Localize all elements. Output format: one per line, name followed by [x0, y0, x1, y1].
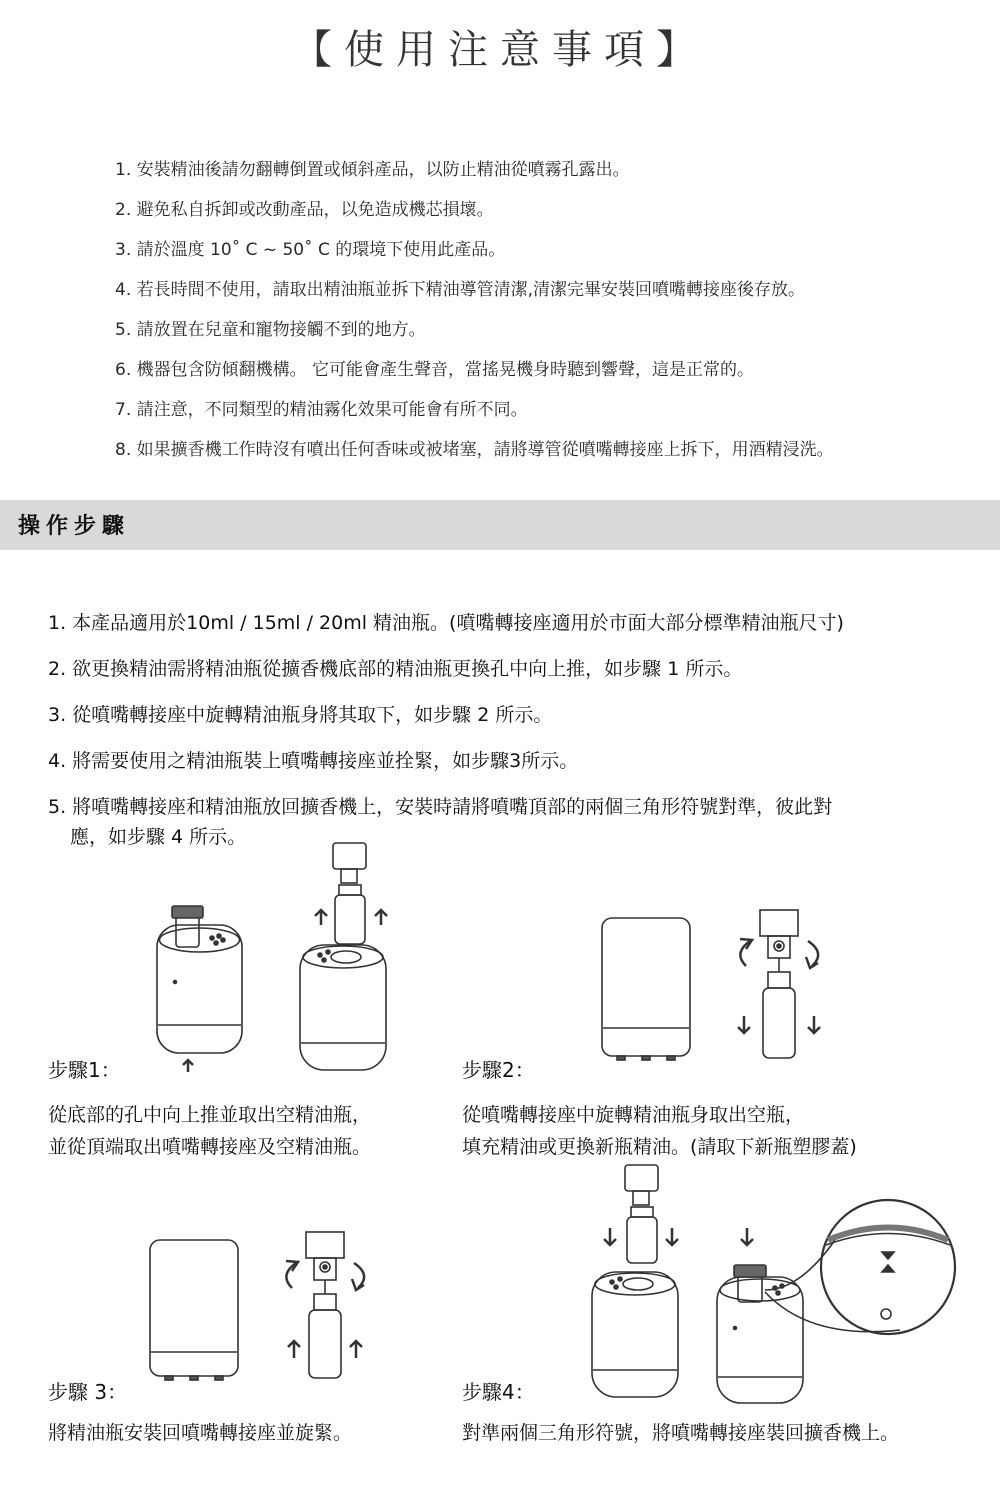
step-item: 1. 本產品適用於10ml / 15ml / 20ml 精油瓶。(噴嘴轉接座適用於市面大部分標準精油瓶尺寸)	[48, 612, 844, 634]
note-item: 8. 如果擴香機工作時沒有噴出任何香味或被堵塞，請將導管從噴嘴轉接座上拆下，用酒精浸洗。	[115, 440, 834, 460]
note-item: 4. 若長時間不使用，請取出精油瓶並拆下精油導管清潔,清潔完畢安裝回噴嘴轉接座後存放。	[115, 280, 806, 300]
step4-assembled-diffuser-illustration	[717, 1228, 900, 1403]
step2-diffuser-body-illustration	[602, 918, 690, 1060]
step2-nozzle-rotate-illustration	[738, 910, 820, 1058]
step-item: 5. 將噴嘴轉接座和精油瓶放回擴香機上，安裝時請將噴嘴頂部的兩個三角形符號對準，彼此對	[48, 796, 833, 818]
step3-label: 步驟 3：	[48, 1380, 128, 1404]
step4-magnified-detail-circle	[821, 1200, 955, 1334]
step-item: 3. 從噴嘴轉接座中旋轉精油瓶身將其取下，如步驟 2 所示。	[48, 704, 553, 726]
step-item: 4. 將需要使用之精油瓶裝上噴嘴轉接座並拴緊，如步驟3所示。	[48, 750, 579, 772]
step2-caption-line1: 從噴嘴轉接座中旋轉精油瓶身取出空瓶，	[462, 1104, 805, 1126]
step4-caption: 對準兩個三角形符號，將噴嘴轉接座裝回擴香機上。	[462, 1422, 900, 1444]
step4-nozzle-bottle-illustration	[592, 1165, 678, 1397]
step-item-continued: 應，如步驟 4 所示。	[70, 826, 247, 848]
section-title: 操作步驟	[18, 514, 131, 539]
step3-diffuser-body-illustration	[150, 1240, 238, 1380]
note-item: 7. 請注意，不同類型的精油霧化效果可能會有所不同。	[115, 400, 528, 420]
step2-caption-line2: 填充精油或更換新瓶精油。(請取下新瓶塑膠蓋)	[462, 1136, 857, 1158]
step1-nozzle-bottle-illustration	[300, 843, 387, 1070]
note-item: 2. 避免私自拆卸或改動產品，以免造成機芯損壞。	[115, 200, 494, 220]
step-item: 2. 欲更換精油需將精油瓶從擴香機底部的精油瓶更換孔中向上推，如步驟 1 所示。	[48, 658, 743, 680]
step3-nozzle-rotate-illustration	[286, 1232, 364, 1378]
step1-label: 步驟1：	[48, 1058, 121, 1082]
step3-caption: 將精油瓶安裝回噴嘴轉接座並旋緊。	[48, 1422, 353, 1444]
page-title: 【使用注意事項】	[292, 27, 708, 73]
note-item: 1. 安裝精油後請勿翻轉倒置或傾斜產品，以防止精油從噴霧孔露出。	[115, 160, 630, 180]
step1-caption-line1: 從底部的孔中向上推並取出空精油瓶，	[48, 1104, 372, 1126]
step1-diffuser-illustration	[157, 906, 242, 1072]
step2-label: 步驟2：	[462, 1058, 535, 1082]
note-item: 6. 機器包含防傾翻機構。 它可能會產生聲音，當搖晃機身時聽到響聲，這是正常的。	[115, 360, 755, 380]
step1-caption-line2: 並從頂端取出噴嘴轉接座及空精油瓶。	[48, 1136, 372, 1158]
note-item: 5. 請放置在兒童和寵物接觸不到的地方。	[115, 320, 426, 340]
step4-label: 步驟4：	[462, 1380, 535, 1404]
note-item: 3. 請於溫度 10˚ C ~ 50˚ C 的環境下使用此產品。	[115, 240, 506, 260]
